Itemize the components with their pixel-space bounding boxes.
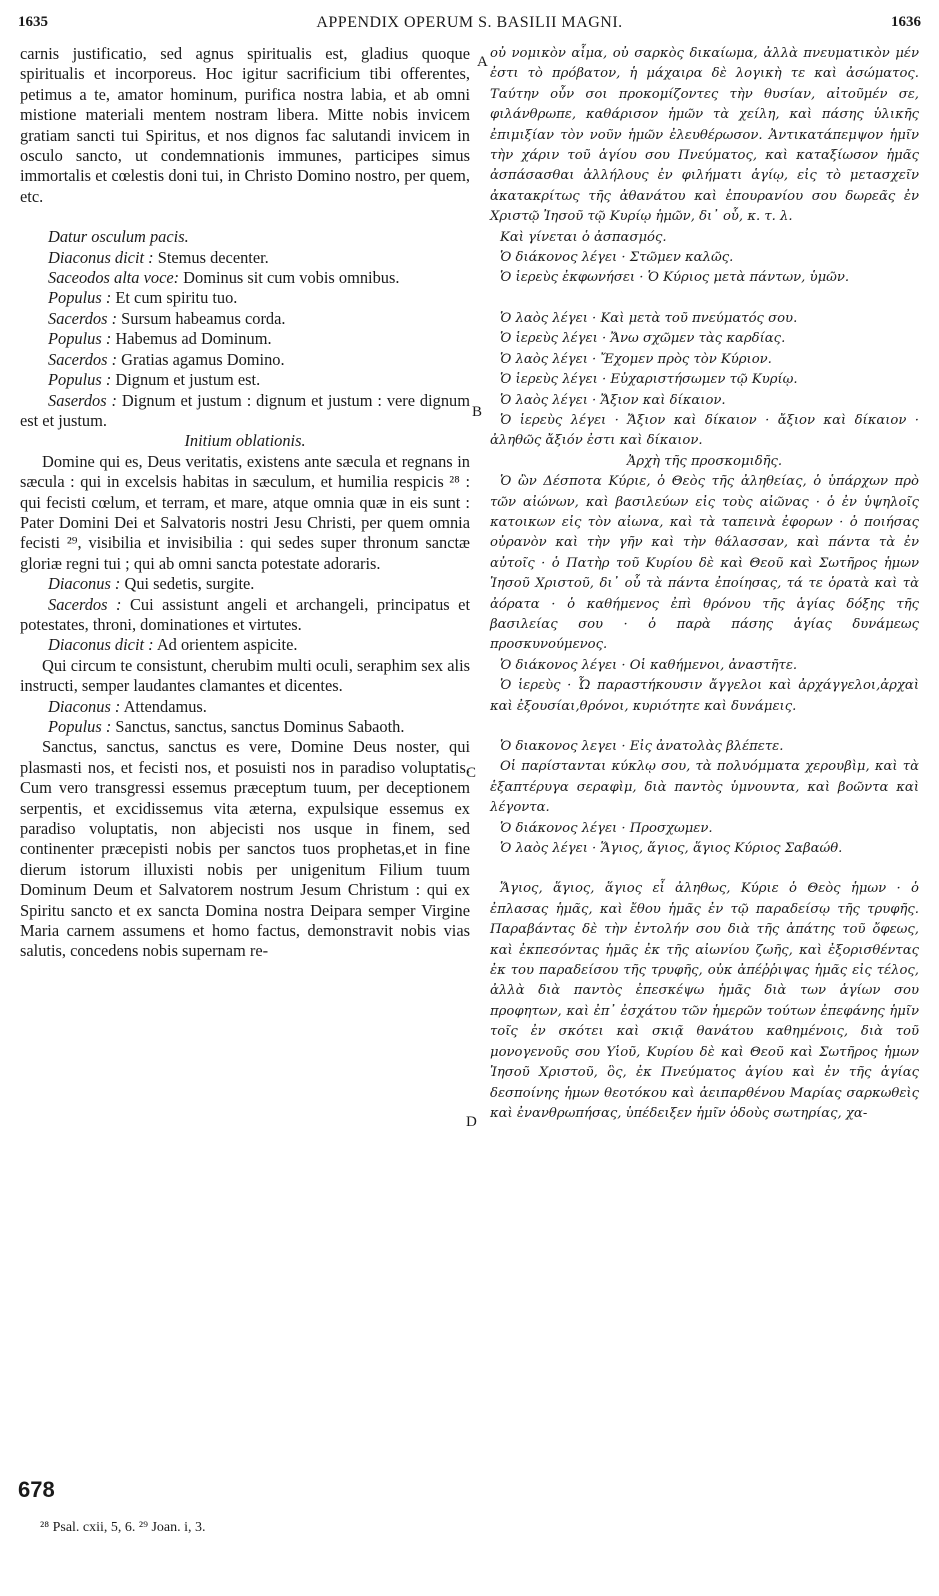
greek-rubric: Ὁ ἱερεὺς λέγει · Ἄνω σχῶμεν τὰς καρδίας.: [500, 331, 786, 347]
greek-paragraph: οὐ νομικὸν αἷμα, οὐ σαρκὸς δικαίωμα, ἀλλὰ πνευματικὸν μέν ἐστι τὸ πρόβατον, ἡ μάχαιρα δὲ λογικὴ τε καὶ ἀσώματος. Ταύτην οὖν σοι προκομίζοντες τὴν θυσίαν, αἰτοῦμέν σε, φιλάνθρωπε, καθάρισον ἡμῶν τὰ χείλη, καὶ πάσης ὑλικῆς ἐπιμιξίαν τὸν νοῦν ἡμῶν ἐλευθέρωσον. Ἀντικατάπεμψον ἡμῖν τὴν χάριν τοῦ ἁγίου σου Πνεύματος, καὶ καταξίωσον ἡμᾶς ἀσπάσασθαι ἀλλήλους ἐν φιλήματι ἁγίῳ, εἰς τὸ μετασχεῖν ἀκατακρίτως τῆς ἀθανάτου καὶ ἐπουρανίου σου δωρεᾶς ἐν Χριστῷ Ἰησοῦ τῷ Κυρίῳ ἡμῶν, δι᾽ οὗ, κ. τ. λ.: [490, 46, 919, 225]
latin-rubric: Sacerdos : Sursum habeamus corda.: [48, 308, 286, 328]
greek-paragraph: Οἱ παρίστανται κύκλῳ σου, τὰ πολυόμματα χερουβὶμ, καὶ τὰ ἑξαπτέρυγα σεραφὶμ, διὰ παντὸς ὑμνουντα, καὶ βοῶντα καὶ λέγοντα.: [490, 759, 919, 816]
margin-marker-d: D: [466, 1114, 477, 1130]
latin-rubric: Saceodos alta voce: Dominus sit cum vobis omnibus.: [48, 268, 400, 288]
latin-paragraph: carnis justificatio, sed agnus spiritualis est, gladius quoque spiritualis et incorporeus. Hoc igitur sacrificium tibi offerentes, petimus a te, amator hominum, purifica nostra labia, et ab omni mistione materiali mentem nostram libera. Mitte nobis invicem gratiam sancti tui Spiritus, et nos dignos fac salutandi invicem in osculo sancto, ut condemnationis immunes, participes simus immortalis et cœlestis doni tui, in Christo Domino nostro, per quem, etc.: [20, 44, 470, 206]
latin-column: [20, 44, 470, 962]
margin-marker-c: C: [466, 765, 477, 781]
greek-paragraph: Ἅγιος, ἅγιος, ἅγιος εἶ ἀληθως, Κύριε ὁ Θεὸς ἡμων · ὁ ἐπλασας ἡμᾶς, καὶ ἔθου ἡμᾶς ἐν τῷ παραδείσῳ τῆς τρυφῆς. Παραβάντας δὲ τὴν ἐντολήν σου διὰ τῆς ἀπάτης τοῦ ὄφεως, καὶ ἐκπεσόντας ἡμᾶς ἐκ τῆς αἰωνίου ζωῆς, καὶ ἐξορισθέντας ἐκ του παραδείσου τῆς τρυφῆς, οὐκ ἀπέῤῥιψας ἡμᾶς εἰς τέλος, ἀλλὰ διὰ παντὸς ἐπεσκέψω ἡμᾶς διὰ των ἁγίων σου προφητων, καὶ ἐπ᾽ ἐσχάτου τῶν ἡμερῶν τούτων ἐπεφάνης ἡμῖν τοῖς ἐν σκότει καὶ σκιᾷ θανάτου καθημένοις, διὰ τοῦ μονογενοῦς σου Υἱοῦ, Κυρίου δὲ καὶ Θεοῦ καὶ Σωτῆρος ἡμων Ἰησοῦ Χριστοῦ, ὃς, ἐκ Πνεύματος ἁγίου καὶ ἐν τῆς ἁγίας δεσποίνης ἡμων θεοτόκου καὶ ἀειπαρθένου Μαρίας σαρκωθεὶς καὶ ἐνανθρωπήσας, ὑπέδειξεν ἡμῖν ὁδοὺς σωτηρίας, χα-: [490, 881, 919, 1121]
latin-section-heading: Initium oblationis.: [184, 431, 306, 451]
greek-rubric: Ὁ διάκονος λέγει · Προσχωμεν.: [500, 820, 713, 836]
latin-rubric: Diaconus dicit : Ad orientem aspicite.: [48, 635, 298, 655]
greek-paragraph: Ὁ ὢν Δέσποτα Κύριε, ὁ Θεὸς τῆς ἀληθείας, ὁ ὑπάρχων πρὸ τῶν αἰώνων, καὶ βασιλεύων εἰς τοὺς αἰῶνας · ὁ ἐν ὑψηλοῖς κατοικων εἰς τὸν αἰωνα, καὶ τὰ ταπεινὰ ἐφορων · ὁ ποιήσας οὐρανὸν καὶ τὴν γῆν καὶ τὴν θάλασσαν, καὶ πάντα τὰ ἐν αὐτοῖς · ὁ Πατὴρ τοῦ Κυρίου δὲ καὶ Θεοῦ καὶ Σωτῆρος ἡμων Ἰησοῦ Χριστοῦ, δι᾽ οὗ τὰ πάντα ἐποίησας, τά τε ὁρατὰ καὶ τὰ ἀόρατα · ὁ καθήμενος ἐπὶ θρόνου τῆς ἁγίας δόξης τῆς βασιλείας σου · ὁ παρὰ πάσης ἁγίας δυνάμεως προσκυνούμενος.: [490, 474, 919, 653]
page-header: [18, 14, 921, 38]
column-number: 678: [18, 1477, 55, 1502]
left-page-number: 1635: [18, 14, 48, 30]
latin-paragraph: Domine qui es, Deus veritatis, existens ante sæcula et regnans in sæcula : qui in excelsis habitas in sæculum, et humilia respicis ²⁸ : qui fecisti cœlum, et terram, et mare, atque omnia quæ in eis sunt : Pater Domini Dei et Salvatoris nostri Jesu Christi, per quem omnia fecisti ²⁹, visibilia et invisibilia : qui sedes super thronum sanctæ gloriæ regni tui ; qui ab omni sancta potestate adoraris.: [20, 451, 470, 573]
greek-rubric: Ὁ ἱερεὺς λέγει · Ἄξιον καὶ δίκαιον · ἄξιον καὶ δίκαιον · ἀληθῶς ἄξιόν ἐστι καὶ δίκαιον.: [490, 412, 919, 449]
greek-rubric: Ὁ λαὸς λέγει · Ἔχομεν πρὸς τὸν Κύριον.: [500, 351, 772, 367]
running-title: APPENDIX OPERUM S. BASILII MAGNI.: [316, 14, 623, 31]
greek-rubric: Καὶ γίνεται ὁ ἀσπασμός.: [500, 229, 667, 245]
latin-rubric: Populus : Sanctus, sanctus, sanctus Dominus Sabaoth.: [48, 717, 405, 736]
right-page-number: 1636: [891, 14, 921, 30]
greek-rubric: Ὁ ἱερεὺς ἐκφωνήσει · Ὁ Κύριος μετὰ πάντων, ὑμῶν.: [500, 270, 850, 286]
greek-rubric: Ὁ διάκονος λέγει · Οἱ καθήμενοι, ἀναστῆτε.: [500, 657, 798, 673]
latin-rubric: Populus : Habemus ad Dominum.: [48, 329, 272, 349]
margin-marker-b: B: [472, 404, 483, 420]
latin-rubric: Diaconus : Attendamus.: [48, 696, 207, 716]
greek-rubric: Ὁ λαὸς λέγει · Ἅγιος, ἅγιος, ἅγιος Κύριος Σαβαώθ.: [500, 841, 843, 857]
latin-paragraph: Sanctus, sanctus, sanctus es vere, Domine Deus noster, qui plasmasti nos, et fecisti nos, et posuisti nos in paradiso voluptatis. Cum vero transgressi essemus præceptum tuum, per deceptionem serpentis, et excidissemus vita æterna, expulsique essemus ex paradiso voluptatis, non abjecisti nos usque in finem, sed continenter præcepisti nobis per sanctos tuos prophetas,et in fine dierum istorum illuxisti nobis per unigenitum Filium tuum Dominum Deum et Salvatorem nostrum Jesum Christum : qui ex Spiritu sancto et ex sancta Domina nostra Deipara semper Virgine Maria carnem assumens et homo factus, demonstravit nobis vias salutis, concedens nobis supernam re-: [20, 737, 470, 961]
greek-rubric: Ὁ λαὸς λέγει · Ἄξιον καὶ δίκαιον.: [500, 392, 726, 408]
latin-rubric: Diaconus dicit : Stemus decenter.: [48, 247, 269, 267]
greek-rubric: Ὁ ἱερεὺς · Ὦ παραστήκουσιν ἄγγελοι καὶ ἀρχάγγελοι,ἀρχαὶ καὶ ἐξουσίαι,θρόνοι, κυριότητε καὶ δυνάμεις.: [490, 678, 919, 714]
latin-rubric: Datur osculum pacis.: [48, 227, 189, 247]
latin-rubric: Sacerdos : Gratias agamus Domino.: [48, 349, 285, 369]
latin-rubric: Populus : Et cum spiritu tuo.: [48, 288, 238, 308]
greek-rubric: Ὁ λαὸς λέγει · Καὶ μετὰ τοῦ πνεύματός σου.: [500, 310, 798, 326]
latin-rubric: Sacerdos : Cui assistunt angeli et archangeli, principatus et potestates, throni, dominationes et virtutes.: [20, 594, 470, 634]
greek-column: [490, 44, 919, 1124]
greek-rubric: Ὁ διακονος λεγει · Εἰς ἀνατολὰς βλέπετε.: [500, 739, 784, 754]
footnotes: ²⁸ Psal. cxii, 5, 6. ²⁹ Joan. i, 3.: [40, 1520, 206, 1535]
latin-paragraph: Qui circum te consistunt, cherubim multi oculi, seraphim sex alis instructi, semper laudantes clamantes et dicentes.: [20, 655, 470, 696]
latin-rubric: Populus : Dignum et justum est.: [48, 370, 261, 390]
greek-rubric: Ὁ διάκονος λέγει · Στῶμεν καλῶς.: [500, 250, 734, 266]
latin-rubric: Saserdos : Dignum et justum : dignum et justum : vere dignum est et justum.: [20, 390, 470, 430]
latin-rubric: Diaconus : Qui sedetis, surgite.: [48, 574, 255, 594]
greek-rubric: Ὁ ἱερεὺς λέγει · Εὐχαριστήσωμεν τῷ Κυρίῳ.: [500, 372, 798, 388]
greek-section-heading: Ἀρχὴ τῆς προσκομιδῆς.: [626, 453, 783, 469]
margin-marker-a: A: [477, 54, 488, 70]
